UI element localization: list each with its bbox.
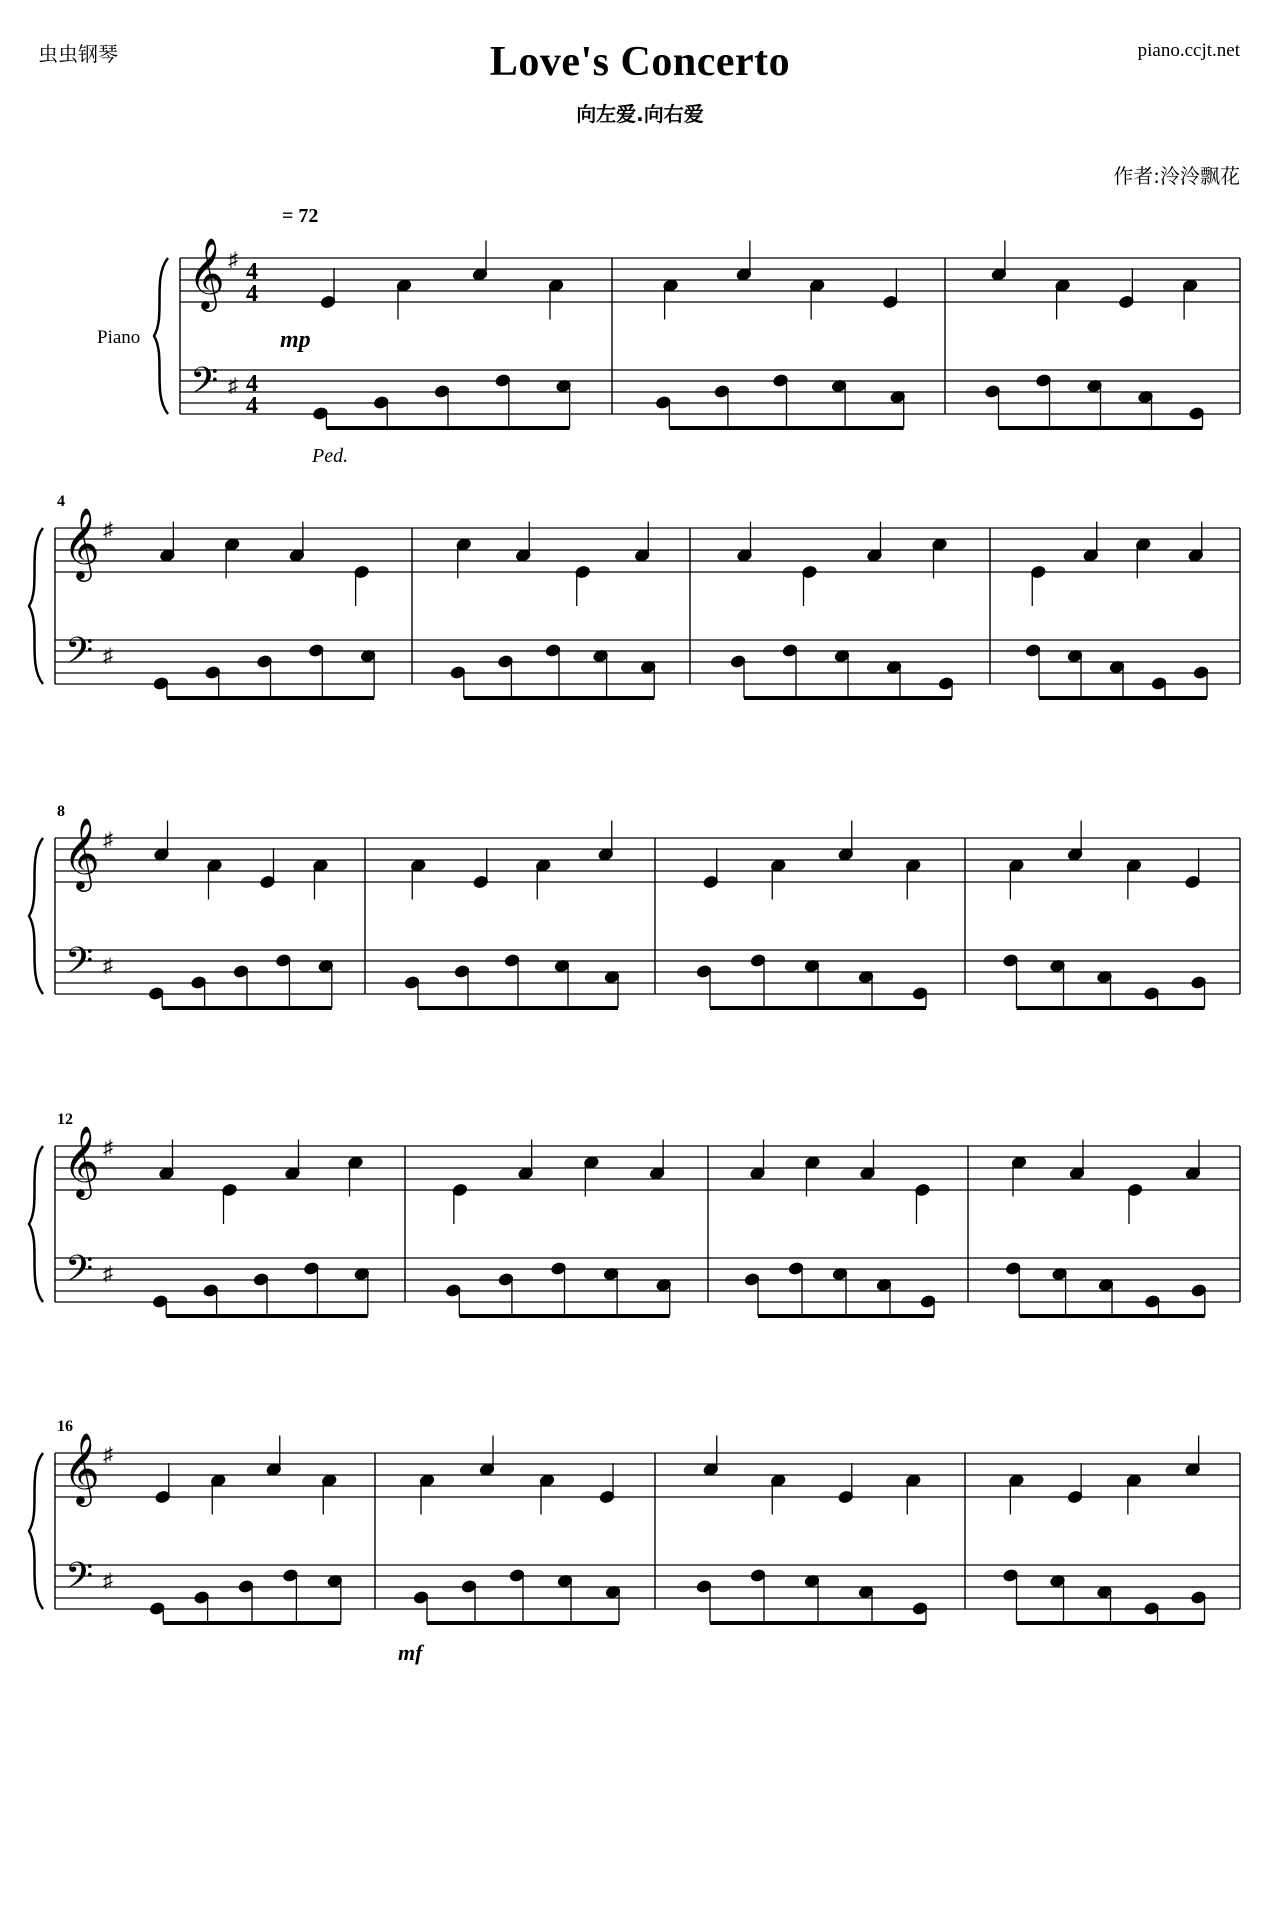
treble-clef-icon: 𝄞 bbox=[63, 1435, 100, 1503]
measure-number: 12 bbox=[57, 1111, 73, 1128]
sharp-icon: ♯ bbox=[103, 1263, 113, 1285]
bass-clef-icon: 𝄢 bbox=[65, 1556, 94, 1605]
bass-clef-icon: 𝄢 bbox=[190, 361, 219, 410]
time-signature-top: 4 bbox=[246, 259, 258, 285]
treble-clef-icon: 𝄞 bbox=[188, 240, 225, 308]
brace bbox=[29, 1453, 43, 1609]
sharp-icon: ♯ bbox=[103, 1137, 113, 1159]
treble-clef-icon: 𝄞 bbox=[63, 820, 100, 888]
brace bbox=[154, 258, 168, 414]
measure-number: 4 bbox=[57, 493, 65, 510]
sharp-icon: ♯ bbox=[103, 955, 113, 977]
site-url[interactable]: piano.ccjt.net bbox=[1137, 40, 1240, 61]
sharp-icon: ♯ bbox=[228, 249, 238, 271]
time-signature-top: 4 bbox=[246, 371, 258, 397]
brace bbox=[29, 528, 43, 684]
sharp-icon: ♯ bbox=[103, 829, 113, 851]
brace bbox=[29, 1146, 43, 1302]
tempo-marking: = 72 bbox=[282, 205, 319, 227]
time-signature-bottom: 4 bbox=[246, 281, 258, 307]
site-name: 虫虫钢琴 bbox=[38, 42, 118, 66]
bass-clef-icon: 𝄢 bbox=[65, 631, 94, 680]
score-subtitle: 向左爱.向右爱 bbox=[576, 102, 704, 126]
sharp-icon: ♯ bbox=[228, 375, 238, 397]
brace bbox=[29, 838, 43, 994]
score-title: Love's Concerto bbox=[489, 39, 791, 85]
bass-clef-icon: 𝄢 bbox=[65, 941, 94, 990]
treble-clef-icon: 𝄞 bbox=[63, 510, 100, 578]
instrument-label: Piano bbox=[97, 327, 141, 348]
dynamic-mp: mp bbox=[280, 327, 311, 353]
bass-clef-icon: 𝄢 bbox=[65, 1249, 94, 1298]
dynamic-mf: mf bbox=[398, 1640, 423, 1665]
measure-number: 8 bbox=[57, 803, 65, 820]
composer-credit: 作者:泠泠飘花 bbox=[1113, 164, 1240, 188]
time-signature-bottom: 4 bbox=[246, 393, 258, 419]
measure-number: 16 bbox=[57, 1418, 73, 1435]
treble-clef-icon: 𝄞 bbox=[63, 1128, 100, 1196]
pedal-marking: Ped. bbox=[312, 445, 349, 467]
sharp-icon: ♯ bbox=[103, 519, 113, 541]
sharp-icon: ♯ bbox=[103, 1570, 113, 1592]
sharp-icon: ♯ bbox=[103, 1444, 113, 1466]
sharp-icon: ♯ bbox=[103, 645, 113, 667]
